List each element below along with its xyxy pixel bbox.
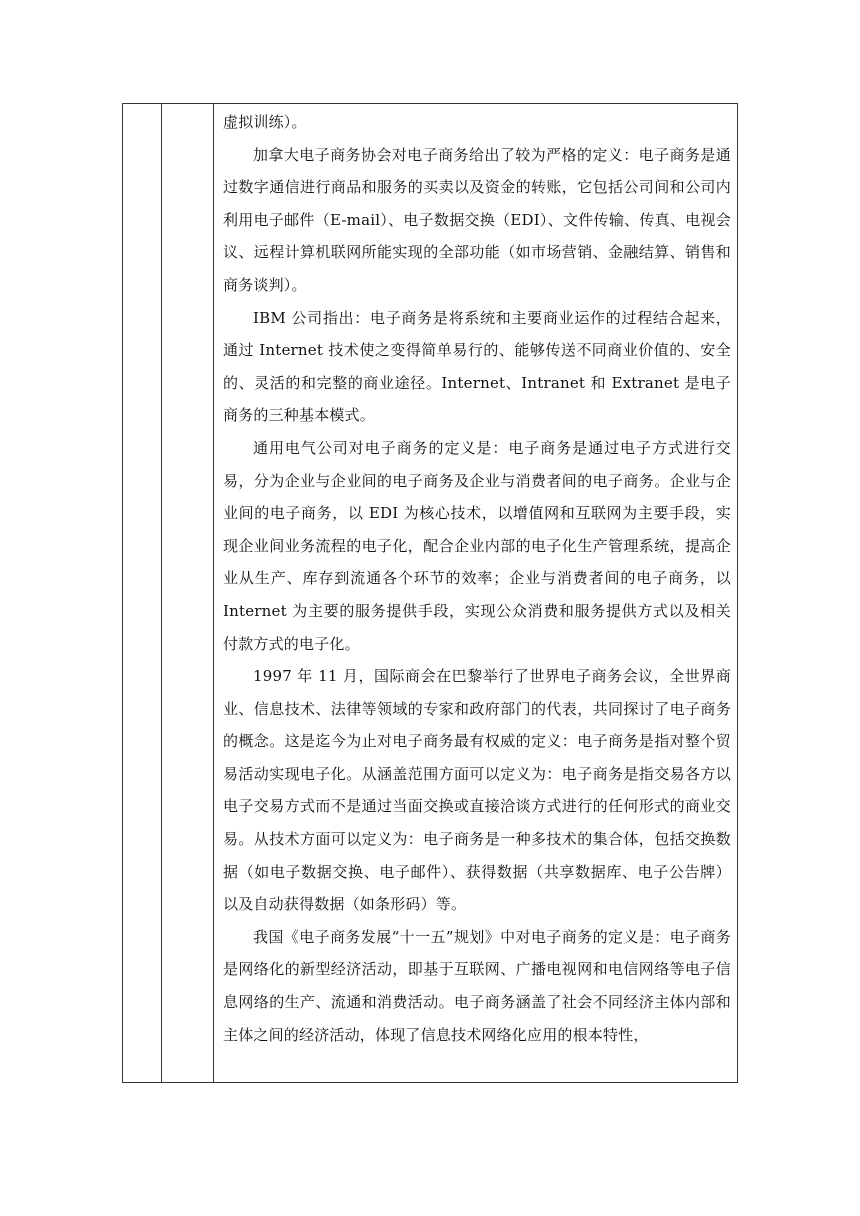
paragraph: 虚拟训练）。	[223, 113, 307, 131]
paragraph: 通用电气公司对电子商务的定义是：电子商务是通过电子方式进行交易，分为企业与企业间的电子商务及企业与消费者间的电子商务。企业与企业间的电子商务，以 EDI 为核心技术，以增值网和互联网为主要手段，实现企业间业务流程的电子化，配合企业内部的电子化生产管理系统，提高企业从生产、库存到流通各个环节的效率；企业与消费者间的电子商务，以 Internet 为主要的服务提供手段，实现公众消费和服务提供方式以及相关付款方式的电子化。	[223, 438, 731, 653]
paragraph: IBM 公司指出：电子商务是将系统和主要商业运作的过程结合起来，通过 Internet 技术使之变得简单易行的、能够传送不同商业价值的、安全的、灵活的和完整的商业途径。Internet、Intranet 和 Extranet 是电子商务的三种基本模式。	[223, 308, 731, 425]
table-column-divider	[213, 104, 214, 1082]
paragraph: 加拿大电子商务协会对电子商务给出了较为严格的定义：电子商务是通过数字通信进行商品和服务的买卖以及资金的转账，它包括公司间和公司内利用电子邮件（E-mail）、电子数据交换（EDI）、文件传输、传真、电视会议、远程计算机联网所能实现的全部功能（如市场营销、金融结算、销售和商务谈判）。	[223, 145, 731, 294]
content-cell	[223, 106, 731, 1051]
paragraph: 1997 年 11 月，国际商会在巴黎举行了世界电子商务会议，全世界商业、信息技术、法律等领域的专家和政府部门的代表，共同探讨了电子商务的概念。这是迄今为止对电子商务最有权威的定义：电子商务是指对整个贸易活动实现电子化。从涵盖范围方面可以定义为：电子商务是指交易各方以电子交易方式而不是通过当面交换或直接洽谈方式进行的任何形式的商业交易。从技术方面可以定义为：电子商务是一种多技术的集合体，包括交换数据（如电子数据交换、电子邮件）、获得数据（共享数据库、电子公告牌）以及自动获得数据（如条形码）等。	[223, 667, 731, 914]
paragraph: 我国《电子商务发展“十一五”规划》中对电子商务的定义是：电子商务是网络化的新型经济活动，即基于互联网、广播电视网和电信网络等电子信息网络的生产、流通和消费活动。电子商务涵盖了社会不同经济主体内部和主体之间的经济活动，体现了信息技术网络化应用的根本特性，	[223, 927, 731, 1044]
table-column-divider	[161, 104, 162, 1082]
document-table	[122, 103, 738, 1083]
